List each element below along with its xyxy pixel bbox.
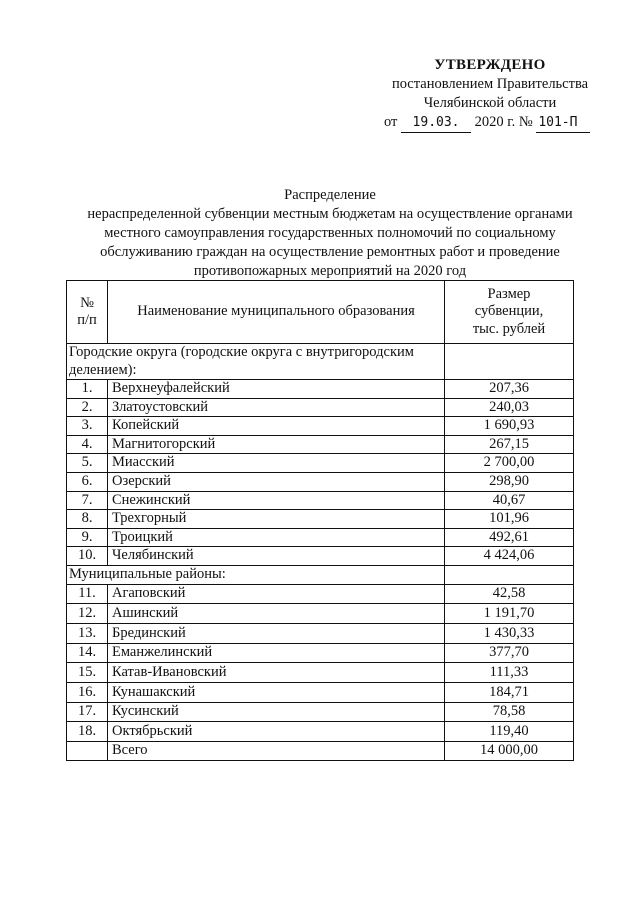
table-row	[67, 398, 574, 417]
approval-header: УТВЕРЖДЕНО	[434, 57, 546, 73]
row-number: 10.	[67, 547, 108, 566]
table-header-row	[67, 281, 574, 344]
title-line-2: нераспределенной субвенции местным бюджетам на осуществление органами	[87, 206, 573, 222]
total-label: Всего	[108, 742, 445, 761]
row-value: 119,40	[445, 722, 574, 742]
row-name: Катав-Ивановский	[108, 663, 445, 683]
row-name: Златоустовский	[108, 398, 445, 417]
row-name: Трехгорный	[108, 510, 445, 529]
row-number: 13.	[67, 623, 108, 643]
row-value: 101,96	[445, 510, 574, 529]
table-row	[67, 682, 574, 702]
row-name: Озерский	[108, 472, 445, 491]
header-number-line-2: п/п	[77, 312, 97, 328]
row-name: Октябрьский	[108, 722, 445, 742]
row-value: 42,58	[445, 584, 574, 604]
row-number: 3.	[67, 417, 108, 436]
row-name: Еманжелинский	[108, 643, 445, 663]
row-number: 14.	[67, 643, 108, 663]
row-value: 4 424,06	[445, 547, 574, 566]
approval-date-line	[380, 113, 600, 133]
distribution-table	[66, 280, 574, 761]
approval-date: 19.03.	[401, 113, 471, 133]
title-line-1: Распределение	[284, 187, 376, 203]
title-line-5: противопожарных мероприятий на 2020 год	[193, 263, 467, 279]
row-number: 2.	[67, 398, 108, 417]
section-row-urban	[67, 344, 574, 380]
table-row	[67, 528, 574, 547]
table-row	[67, 702, 574, 722]
table-row	[67, 510, 574, 529]
row-number: 15.	[67, 663, 108, 683]
row-number: 18.	[67, 722, 108, 742]
row-value: 1 430,33	[445, 623, 574, 643]
approval-line-2: Челябинской области	[423, 95, 557, 111]
row-value: 492,61	[445, 528, 574, 547]
approval-line-1: постановлением Правительства	[391, 76, 589, 92]
row-number: 9.	[67, 528, 108, 547]
header-number	[67, 281, 108, 344]
table-row	[67, 491, 574, 510]
table-row	[67, 604, 574, 624]
approval-prefix: от	[384, 114, 398, 130]
row-name: Брединский	[108, 623, 445, 643]
table-row	[67, 623, 574, 643]
table-row	[67, 435, 574, 454]
row-name: Кунашакский	[108, 682, 445, 702]
total-row	[67, 742, 574, 761]
row-name: Челябинский	[108, 547, 445, 566]
header-value	[445, 281, 574, 344]
section-districts-label: Муниципальные районы:	[67, 565, 445, 584]
row-value: 40,67	[445, 491, 574, 510]
row-value: 111,33	[445, 663, 574, 683]
row-name: Верхнеуфалейский	[108, 380, 445, 399]
document-title	[66, 186, 594, 281]
table-row	[67, 417, 574, 436]
row-name: Троицкий	[108, 528, 445, 547]
table-row	[67, 584, 574, 604]
row-name: Ашинский	[108, 604, 445, 624]
row-number: 8.	[67, 510, 108, 529]
header-value-line-3: тыс. рублей	[472, 320, 546, 337]
row-value: 298,90	[445, 472, 574, 491]
row-number: 4.	[67, 435, 108, 454]
header-number-line-1: №	[80, 294, 94, 311]
row-number: 12.	[67, 604, 108, 624]
section-districts-value	[445, 565, 574, 584]
row-name: Снежинский	[108, 491, 445, 510]
row-name: Кусинский	[108, 702, 445, 722]
approval-number: 101-П	[536, 113, 590, 133]
row-value: 207,36	[445, 380, 574, 399]
row-value: 1 191,70	[445, 604, 574, 624]
row-name: Магнитогорский	[108, 435, 445, 454]
table-row	[67, 722, 574, 742]
header-value-line-1: Размер	[487, 285, 531, 302]
header-name: Наименование муниципального образования	[108, 281, 445, 344]
total-number	[67, 742, 108, 761]
table-row	[67, 547, 574, 566]
section-urban-label	[67, 344, 445, 380]
row-value: 78,58	[445, 702, 574, 722]
title-line-3: местного самоуправления государственных полномочий по социальному	[104, 225, 556, 241]
title-line-4: обслуживанию граждан на осуществление ремонтных работ и проведение	[100, 244, 560, 260]
table-row	[67, 380, 574, 399]
section-urban-line-1: Городские округа (городские округа с внутригородским	[69, 344, 414, 360]
table-row	[67, 472, 574, 491]
table-row	[67, 454, 574, 473]
section-urban-line-2: делением):	[69, 361, 137, 378]
row-number: 11.	[67, 584, 108, 604]
row-value: 1 690,93	[445, 417, 574, 436]
row-number: 7.	[67, 491, 108, 510]
row-value: 240,03	[445, 398, 574, 417]
total-value: 14 000,00	[445, 742, 574, 761]
row-number: 1.	[67, 380, 108, 399]
row-value: 377,70	[445, 643, 574, 663]
row-name: Агаповский	[108, 584, 445, 604]
row-value: 184,71	[445, 682, 574, 702]
row-number: 6.	[67, 472, 108, 491]
row-number: 17.	[67, 702, 108, 722]
approval-year-text: 2020 г. №	[474, 114, 533, 130]
section-urban-value	[445, 344, 574, 380]
row-number: 16.	[67, 682, 108, 702]
section-row-districts	[67, 565, 574, 584]
row-name: Миасский	[108, 454, 445, 473]
header-value-line-2: субвенции,	[474, 303, 544, 320]
row-number: 5.	[67, 454, 108, 473]
approval-block	[380, 56, 600, 133]
row-name: Копейский	[108, 417, 445, 436]
table-row	[67, 663, 574, 683]
row-value: 267,15	[445, 435, 574, 454]
table-row	[67, 643, 574, 663]
row-value: 2 700,00	[445, 454, 574, 473]
